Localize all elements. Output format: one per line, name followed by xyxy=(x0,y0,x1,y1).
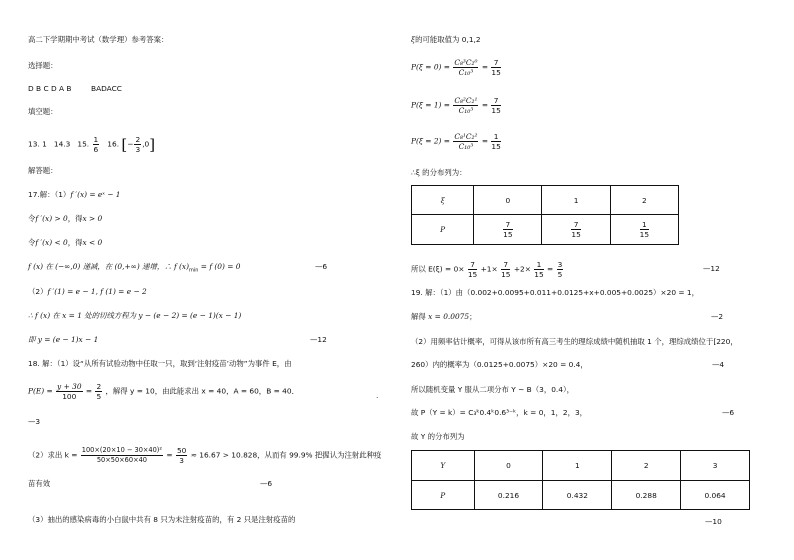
table-cell: 0 xyxy=(474,451,543,481)
xi-distribution-table xyxy=(411,185,679,245)
fill-answers: 13. 1 14.3 15. $\frac{1}{6}$ 16. [− $\frac{2}{3}$ ,0] xyxy=(28,135,156,154)
q19-line-2: 解得 x = 0.0075； xyxy=(411,312,477,321)
fill-answer-13: 13. 1 xyxy=(28,139,47,149)
table-cell: 0 xyxy=(474,186,542,215)
q19-score-10: —10 xyxy=(705,517,722,526)
expectation-line: 所以 E(ξ) = 0× $\frac{7}{15}$ +1× $\frac{7}{15}$ +2× $\frac{1}{15}$ = $\frac{3}{5}$ xyxy=(411,260,563,279)
table-cell: 1 xyxy=(543,451,612,481)
q18-line-4: 苗有效 xyxy=(28,479,51,488)
q18-score-6: —6 xyxy=(260,479,273,488)
q18-line-1: 18. 解：（1）设“从所有试验动物中任取一只，取到‘注射疫苗’动物”为事件 E，由 xyxy=(28,359,292,368)
fill-answer-14: 14.3 xyxy=(53,139,71,149)
q18-fraction-50-3: $\frac{50}{3}$ xyxy=(176,446,187,465)
fill-answer-15-fraction: $\frac{1}{6}$ xyxy=(93,135,99,154)
table-cell: P xyxy=(412,481,475,510)
q18-fraction-pe: $\frac{y + 30}{100}$ xyxy=(57,382,82,401)
left-column xyxy=(28,0,388,560)
p-xi-2: P(ξ = 2) = $\frac{\text{C₈¹C₂²}}{\text{C₁₀³}}$ = $\frac{1}{15}$ xyxy=(411,132,501,151)
p-xi-1: P(ξ = 1) = $\frac{\text{C₈²C₂¹}}{\text{C₁₀³}}$ = $\frac{7}{15}$ xyxy=(411,96,501,115)
p-xi-0: P(ξ = 0) = $\frac{\text{C₈³C₂⁰}}{\text{C₁₀³}}$ = $\frac{7}{15}$ xyxy=(411,58,501,77)
q17-line-5: （2）f ′(1) = e − 1, f (1) = e − 2 xyxy=(28,287,147,296)
table-row xyxy=(412,186,679,215)
q19-line-6: 故 P（Y = k）= C₃ᵏ0.4ᵏ0.6³⁻ᵏ，k = 0，1，2，3， xyxy=(411,408,588,417)
fill-answer-15-label: 15. xyxy=(77,139,90,149)
choice-answers-1-6: D B C D A B xyxy=(28,84,72,93)
q18-dot-mark: · xyxy=(376,393,379,402)
table-row xyxy=(412,481,750,510)
q17-score-12: —12 xyxy=(310,335,327,344)
q19-score-6: —6 xyxy=(722,408,735,417)
q17-score-6: —6 xyxy=(315,262,328,271)
table-cell: $\frac{7}{15}$ xyxy=(474,215,542,245)
expectation-score-12: —12 xyxy=(703,264,720,273)
table-cell: 0.064 xyxy=(681,481,750,510)
table-cell: 0.432 xyxy=(543,481,612,510)
answer-key-header: 高二下学期期中考试（数学理）参考答案： xyxy=(28,35,169,44)
table-cell: P xyxy=(412,215,474,245)
table-cell: 0.216 xyxy=(474,481,543,510)
table-cell: Y xyxy=(412,451,475,481)
solve-section-title: 解答题： xyxy=(28,166,58,175)
q18-score-3: —3 xyxy=(28,417,41,426)
q19-score-2: —2 xyxy=(711,312,724,321)
right-column xyxy=(411,0,781,560)
q19-line-5: 所以随机变量 Y 服从二项分布 Y ~ B（3，0.4）， xyxy=(411,385,575,394)
xi-values-line: ξ的可能取值为 0,1,2 xyxy=(411,35,481,44)
table-cell: $\frac{7}{15}$ xyxy=(542,215,610,245)
q18-line-3: （2）求出 k = $\frac{\text{100×(20×10 − 30×40)²}}{50\times 50\times 60\times 40}$ = $\frac{50}{3}$ ≈ 16.67 > 10.828，从而有 99.9% 把握认为注射此种疫 xyxy=(28,446,382,465)
fill-answer-16-fraction: $\frac{2}{3}$ xyxy=(135,135,141,154)
table-cell: 3 xyxy=(681,451,750,481)
q17-line-7: 即 y = (e − 1)x − 1 xyxy=(28,335,99,344)
fill-answer-16-label: 16. xyxy=(107,139,120,149)
table-row xyxy=(412,451,750,481)
table-cell: 2 xyxy=(612,451,681,481)
q18-line-2: P(E) = $\frac{y + 30}{100}$ = $\frac{2}{5}$ ，解得 y = 10，由此能求出 x = 40，A = 60，B = 40． xyxy=(28,382,299,401)
table-cell: $\frac{1}{15}$ xyxy=(610,215,678,245)
q19-line-4: 260）内的概率为（0.0125+0.0075）×20 = 0.4， xyxy=(411,360,588,369)
table-cell: ξ xyxy=(412,186,474,215)
q17-line-1: 17.解：（1）f ′(x) = eˣ − 1 xyxy=(28,190,121,199)
table-cell: 2 xyxy=(610,186,678,215)
table-cell: 1 xyxy=(542,186,610,215)
table-row xyxy=(412,215,679,245)
q19-line-7: 故 Y 的分布列为 xyxy=(411,432,465,441)
q18-line-5: （3）抽出的感染病毒的小白鼠中共有 8 只为未注射疫苗的，有 2 只是注射疫苗的 xyxy=(28,515,296,524)
q17-line-6: ∴ f (x) 在 x = 1 处的切线方程为 y − (e − 2) = (e − 1)(x − 1) xyxy=(28,311,242,320)
q17-line-3: 令f ′(x) < 0，得x < 0 xyxy=(28,238,103,247)
q17-line-4: f (x) 在 (−∞,0) 递减，在 (0,+∞) 递增，∴ f $(x)_{min} = f$ (0) = 0 xyxy=(28,262,241,274)
y-distribution-table xyxy=(411,450,750,510)
q19-score-4: —4 xyxy=(712,360,725,369)
q18-fraction-2-5: $\frac{2}{5}$ xyxy=(96,382,102,401)
q18-fraction-k: $\frac{\text{100×(20×10 − 30×40)²}}{50\times 50\times 60\times 40}$ xyxy=(81,446,163,464)
q19-line-1: 19. 解：（1）由（0.002+0.0095+0.011+0.0125+x+0.005+0.0025）×20 = 1， xyxy=(411,288,700,297)
fill-section-title: 填空题： xyxy=(28,107,58,116)
q19-line-3: （2）用频率估计概率，可得从该市所有高三考生的理综成绩中随机抽取 1 个，理综成绩位于[220， xyxy=(411,337,738,346)
dist1-title: ∴ξ 的分布列为： xyxy=(411,168,467,177)
choice-section-title: 选择题： xyxy=(28,61,58,70)
q17-line-2: 令f ′(x) > 0，得x > 0 xyxy=(28,214,103,223)
choice-answers-7-12: BADACC xyxy=(91,84,122,93)
table-cell: 0.288 xyxy=(612,481,681,510)
